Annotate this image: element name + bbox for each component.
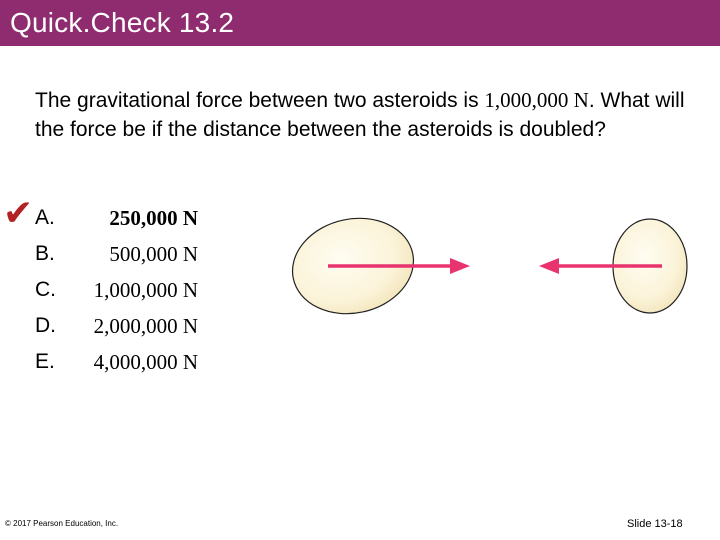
slide-number: Slide 13-18 [627, 518, 683, 530]
answer-value: 250,000 N [109, 206, 198, 230]
answer-letter: D. [35, 314, 56, 337]
answer-letter: C. [35, 278, 56, 301]
answer-letter: E. [35, 350, 55, 373]
question-prefix: The gravitational force between two asteroids is [35, 89, 485, 112]
answer-value: 1,000,000 N [93, 278, 198, 302]
slide-title: Quick.Check 13.2 [10, 7, 235, 38]
answer-value: 4,000,000 N [93, 350, 198, 374]
answer-letter: A. [35, 206, 55, 229]
answer-value: 2,000,000 N [93, 314, 198, 338]
copyright-notice: © 2017 Pearson Education, Inc. [5, 519, 119, 528]
correct-checkmark-icon: ✔ [3, 193, 34, 234]
answer-letter: B. [35, 242, 55, 265]
question-force-value: 1,000,000 N [484, 88, 589, 112]
answer-value: 500,000 N [109, 242, 198, 266]
question-suffix: . What will the force be if the distance between the asteroids is doubled? [35, 89, 685, 141]
